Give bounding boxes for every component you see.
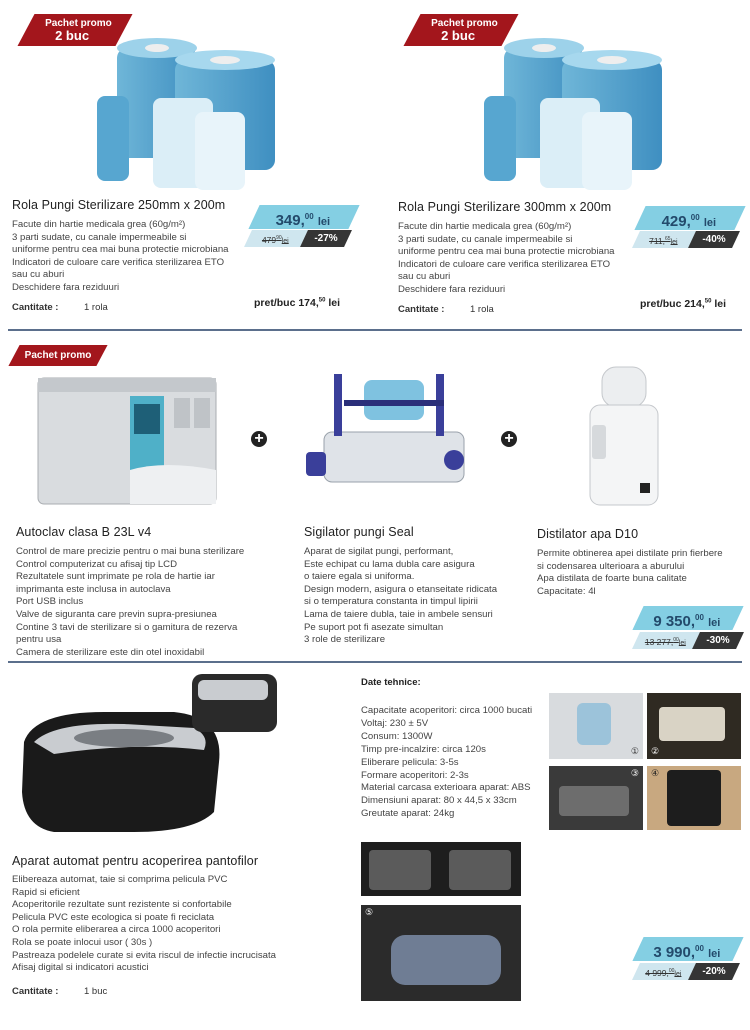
tech-specs: Capacitate acoperitori: circa 1000 bucati Voltaj: 230 ± 5V Consum: 1300W Timp pre-incalzire: circa 120s Eliberare pelicula: 3-5s Formare acoperitori: 2-3s Material carcasa exterioara aparat: ABS Dimensiuni aparat: 80 x 44,5 x 33cm Greutate aparat: 24kg <box>361 705 533 820</box>
plus-icon: + <box>501 431 517 447</box>
autoclave-image <box>34 370 224 508</box>
discount-badge: -27% <box>314 233 338 244</box>
price-new: 3 990,00 lei <box>632 937 743 961</box>
sterilization-rolls-image <box>482 38 672 193</box>
quantity: Cantitate : 1 rola <box>398 304 494 315</box>
step-photo-3: ③ <box>549 766 643 830</box>
price-old: 13 277,00lei -30% <box>636 632 740 649</box>
product-title: Rola Pungi Sterilizare 250mm x 200m <box>12 198 226 212</box>
discount-badge: -20% <box>702 966 726 977</box>
product-description: Facute din hartie medicala grea (60g/m²) 3 parti sudate, cu canale impermeabile si uniforme pentru cea mai buna protectie microbiana Indicatori de culoare care verifica sterilizarea ETO sau cu aburi Deschidere fara reziduuri <box>12 219 229 293</box>
unit-price: pret/buc 174,50 lei <box>254 297 341 309</box>
shoe-cover-machine-image <box>14 672 279 842</box>
quantity: Cantitate : 1 buc <box>12 986 108 997</box>
distiller-description: Permite obtinerea apei distilate prin fierbere si codensarea ulterioara a aburului Apa distilata de foarte buna calitate Capacitate: 4l <box>537 548 723 597</box>
autoclave-description: Control de mare precizie pentru o mai buna sterilizare Control computerizat cu afisaj tip LCD Rezultatele sunt imprimate pe rola de hartie iar imprimanta este inclusa in autoclava Port USB inclus Valve de siguranta care previn supra-presiunea Contine 3 tavi de sterilizare si o gamitura de rezerva pentru usa Camera de sterilizare este din otel inoxidabil <box>16 546 245 658</box>
quantity: Cantitate : 1 rola <box>12 302 108 313</box>
price-old: 711,65lei -40% <box>636 231 736 248</box>
unit-price: pret/buc 214,50 lei <box>640 298 727 310</box>
promo-tag: Pachet promo <box>8 345 107 366</box>
shoe-cover-title: Aparat automat pentru acoperirea pantofilor <box>12 854 259 868</box>
tech-title: Date tehnice: <box>361 677 421 688</box>
step-photo-2: ② <box>647 693 741 759</box>
plus-icon: + <box>251 431 267 447</box>
price-new: 429,00 lei <box>634 206 745 230</box>
step-photo-5 <box>361 842 521 896</box>
promo-tag: Pachet promo 2 buc <box>17 14 132 46</box>
price-old: $479^{90}lei$ -27% <box>248 230 348 247</box>
step-photo-1: ① <box>549 693 643 759</box>
price-new: 349,00 lei <box>248 205 359 229</box>
distiller-title: Distilator apa D10 <box>537 527 639 541</box>
sealer-description: Aparat de sigilat pungi, performant, Este echipat cu lama dubla care asigura o taiere egala si uniforma. Design modern, asigura o etanseitate ridicata si o temperatura constanta in timpul lipirii Lama de taiere dubla, taie in ambele sensuri Pe suport pot fi asezate simultan 3 role de sterilizare <box>304 546 498 646</box>
step-photo-6: ⑤ <box>361 905 521 1001</box>
shoe-cover-description: Elibereaza automat, taie si comprima pelicula PVC Rapid si eficient Acoperitorile rezultate sunt rezistente si confortabile Pelicula PVC este ecologica si poate fi reciclata O rola permite eliberarea a circa 1000 acoperitori Rola se poate inlocui usor ( 30s ) Pastreaza podelele curate si evita riscul de infectie incrucisata Afisaj digital si indicatori acustici <box>12 874 276 974</box>
section-divider <box>8 329 742 331</box>
section-divider <box>8 661 742 663</box>
promo-tag: Pachet promo 2 buc <box>403 14 518 46</box>
discount-badge: -40% <box>702 234 726 245</box>
distiller-image <box>578 365 668 510</box>
sealer-title: Sigilator pungi Seal <box>304 525 414 539</box>
price-old: 4 999,00lei -20% <box>636 963 736 980</box>
product-title: Rola Pungi Sterilizare 300mm x 200m <box>398 200 612 214</box>
sterilization-rolls-image <box>95 38 285 193</box>
sealer-image <box>304 372 474 490</box>
product-description: Facute din hartie medicala grea (60g/m²) 3 parti sudate, cu canale impermeabile si uniforme pentru cea mai buna protectie microbiana Indicatori de culoare care verifica sterilizarea ETO sau cu aburi Deschidere fara reziduuri <box>398 221 615 295</box>
price-new: 9 350,00 lei <box>632 606 743 630</box>
discount-badge: -30% <box>706 635 730 646</box>
autoclave-title: Autoclav clasa B 23L v4 <box>16 525 152 539</box>
step-photo-4: ④ <box>647 766 741 830</box>
